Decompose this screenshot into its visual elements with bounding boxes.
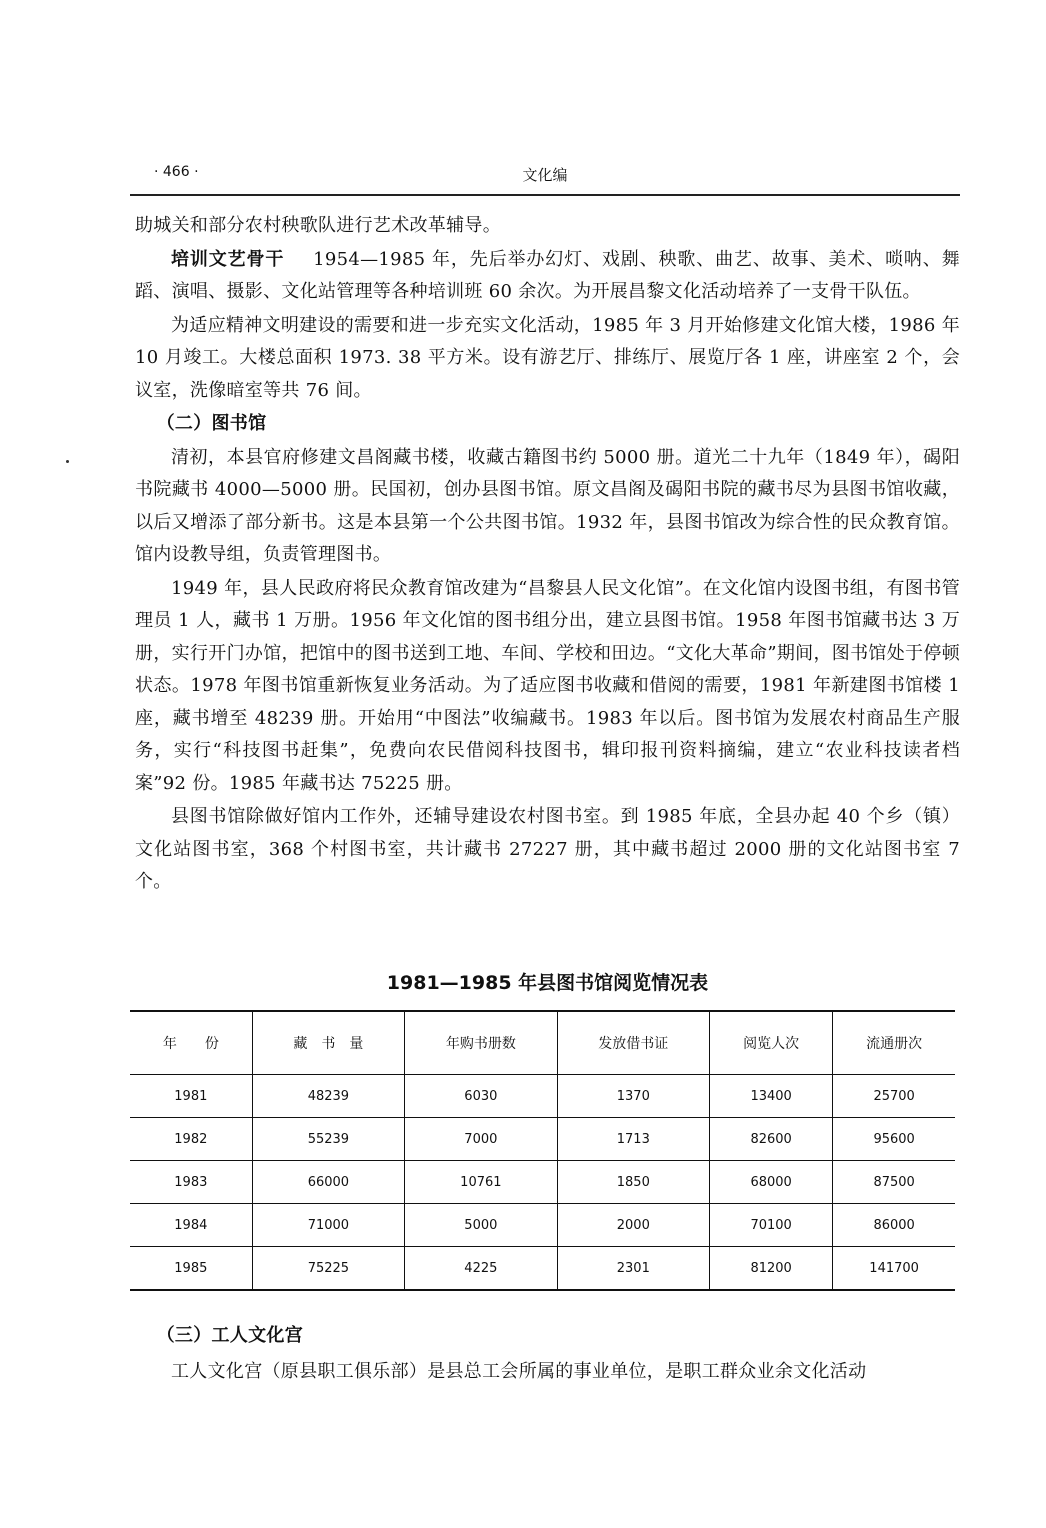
table-row	[130, 1118, 955, 1161]
cell-holdings: 55239	[252, 1118, 404, 1161]
table-row	[130, 1161, 955, 1204]
body-text	[135, 210, 960, 900]
page-header	[130, 160, 960, 196]
paragraph-rural-libraries: 县图书馆除做好馆内工作外，还辅导建设农村图书室。到 1985 年底，全县办起 40 个乡（镇）文化站图书室，368 个村图书室，共计藏书 27227 册，其中藏书超过 2000 册的文化站图书室 7 个。	[135, 806, 960, 892]
table-row	[130, 1075, 955, 1118]
paragraph-training	[135, 244, 960, 309]
cell-cards: 2000	[557, 1204, 709, 1247]
cell-cards: 1713	[557, 1118, 709, 1161]
cell-visits: 13400	[710, 1075, 833, 1118]
cell-purchases: 7000	[405, 1118, 557, 1161]
cell-visits: 82600	[710, 1118, 833, 1161]
cell-year: 1983	[130, 1161, 252, 1204]
col-header-year: 年 份	[130, 1011, 252, 1075]
cell-circulation: 25700	[833, 1075, 955, 1118]
paragraph-library-history: 清初，本县官府修建文昌阁藏书楼，收藏古籍图书约 5000 册。道光二十九年（1849 年），碣阳书院藏书 4000—5000 册。民国初，创办县图书馆。原文昌阁及碣阳书院的藏书尽为县图书馆收藏，以后又增添了部分新书。这是本县第一个公共图书馆。1932 年，县图书馆改为综合性的民众教育馆。馆内设教导组，负责管理图书。	[135, 446, 960, 565]
paragraph-building: 为适应精神文明建设的需要和进一步充实文化活动，1985 年 3 月开始修建文化馆大楼，1986 年 10 月竣工。大楼总面积 1973. 38 平方米。设有游艺厅、排练厅、展览厅各 1 座，讲座室 2 个，会议室，洗像暗室等共 76 间。	[135, 314, 960, 401]
section-title: 文化编	[522, 166, 568, 184]
col-header-circulation: 流通册次	[833, 1011, 955, 1075]
scan-speck	[66, 460, 69, 463]
subheading-library: （二）图书馆	[156, 413, 267, 434]
cell-circulation: 95600	[833, 1118, 955, 1161]
col-header-holdings: 藏 书 量	[252, 1011, 404, 1075]
col-header-visits: 阅览人次	[710, 1011, 833, 1075]
col-header-purchases: 年购书册数	[405, 1011, 557, 1075]
cell-cards: 1370	[557, 1075, 709, 1118]
cell-circulation: 86000	[833, 1204, 955, 1247]
tail-text	[135, 1318, 960, 1390]
cell-circulation: 141700	[833, 1247, 955, 1291]
paragraph-training-text: 1954—1985 年，先后举办幻灯、戏剧、秧歌、曲艺、故事、美术、唢呐、舞蹈、演唱、摄影、文化站管理等各种培训班 60 余次。为开展昌黎文化活动培养了一支骨干队伍。	[135, 248, 960, 302]
paragraph-continuation: 助城关和部分农村秧歌队进行艺术改革辅导。	[135, 215, 501, 236]
cell-circulation: 87500	[833, 1161, 955, 1204]
cell-purchases: 10761	[405, 1161, 557, 1204]
header-rule	[130, 194, 960, 196]
cell-purchases: 6030	[405, 1075, 557, 1118]
table-title: 1981—1985 年县图书馆阅览情况表	[386, 972, 709, 994]
cell-purchases: 4225	[405, 1247, 557, 1291]
lead-term-training: 培训文艺骨干	[171, 248, 285, 270]
cell-year: 1985	[130, 1247, 252, 1291]
col-header-cards: 发放借书证	[557, 1011, 709, 1075]
subheading-workers-palace: （三）工人文化宫	[156, 1325, 303, 1346]
cell-cards: 2301	[557, 1247, 709, 1291]
cell-purchases: 5000	[405, 1204, 557, 1247]
cell-year: 1984	[130, 1204, 252, 1247]
page-number: · 466 ·	[154, 164, 199, 180]
cell-holdings: 48239	[252, 1075, 404, 1118]
library-stats-table	[130, 1010, 955, 1291]
cell-holdings: 66000	[252, 1161, 404, 1204]
cell-year: 1981	[130, 1075, 252, 1118]
cell-visits: 81200	[710, 1247, 833, 1291]
cell-holdings: 71000	[252, 1204, 404, 1247]
paragraph-library-1949: 1949 年，县人民政府将民众教育馆改建为“昌黎县人民文化馆”。在文化馆内设图书组，有图书管理员 1 人，藏书 1 万册。1956 年文化馆的图书组分出，建立县图书馆。1958 年图书馆藏书达 3 万册，实行开门办馆，把馆中的图书送到工地、车间、学校和田边。“文化大革命”期间，图书馆处于停顿状态。1978 年图书馆重新恢复业务活动。为了适应图书收藏和借阅的需要，1981 年新建图书馆楼 1 座，藏书增至 48239 册。开始用“中图法”收编藏书。1983 年以后。图书馆为发展农村商品生产服务，实行“科技图书赶集”，免费向农民借阅科技图书，辑印报刊资料摘编，建立“农业科技读者档案”92 份。1985 年藏书达 75225 册。	[135, 577, 960, 794]
paragraph-workers-palace: 工人文化宫（原县职工俱乐部）是县总工会所属的事业单位，是职工群众业余文化活动	[171, 1361, 867, 1382]
cell-year: 1982	[130, 1118, 252, 1161]
cell-visits: 68000	[710, 1161, 833, 1204]
cell-visits: 70100	[710, 1204, 833, 1247]
cell-holdings: 75225	[252, 1247, 404, 1291]
table-row	[130, 1204, 955, 1247]
table-header-row	[130, 1011, 955, 1075]
cell-cards: 1850	[557, 1161, 709, 1204]
table-row	[130, 1247, 955, 1291]
